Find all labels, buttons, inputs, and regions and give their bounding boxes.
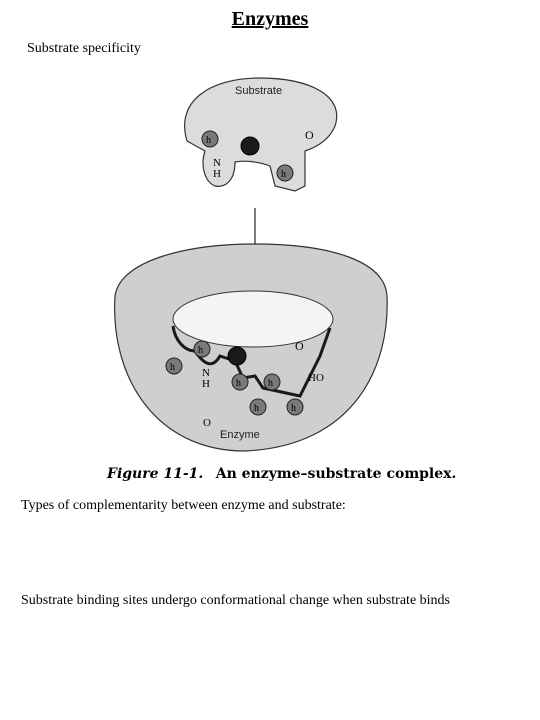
enzyme-molecule xyxy=(115,244,388,451)
substrate-charged-group xyxy=(241,137,259,155)
svg-text:h: h xyxy=(281,169,286,180)
svg-text:h: h xyxy=(198,345,203,356)
complementarity-text: Types of complementarity between enzyme and substrate: xyxy=(21,498,346,513)
substrate-molecule xyxy=(185,78,337,191)
enzyme-label: Enzyme xyxy=(220,429,260,441)
svg-text:H: H xyxy=(213,168,221,180)
svg-text:h: h xyxy=(170,362,175,373)
svg-text:h: h xyxy=(254,403,259,414)
figure-illustration xyxy=(95,66,405,466)
svg-text:O: O xyxy=(203,417,211,429)
caption-text: An enzyme–substrate complex. xyxy=(215,466,457,482)
svg-text:h: h xyxy=(236,378,241,389)
conformational-change-text: Substrate binding sites undergo conformational change when substrate binds xyxy=(21,593,450,608)
page-title: Enzymes xyxy=(231,8,309,30)
svg-text:O: O xyxy=(295,339,304,353)
svg-text:h: h xyxy=(206,135,211,146)
enzyme-substrate-figure xyxy=(95,66,405,496)
svg-text:h: h xyxy=(268,378,273,389)
figure-caption xyxy=(107,466,456,482)
subtitle: Substrate specificity xyxy=(27,41,141,56)
svg-text:H: H xyxy=(202,378,210,390)
svg-text:O: O xyxy=(305,128,314,142)
substrate-label: Substrate xyxy=(235,85,283,97)
svg-text:HO: HO xyxy=(308,372,324,384)
svg-text:N: N xyxy=(202,367,210,379)
svg-text:h: h xyxy=(291,403,296,414)
caption-number: Figure 11-1. xyxy=(107,466,204,482)
svg-text:N: N xyxy=(213,157,221,169)
